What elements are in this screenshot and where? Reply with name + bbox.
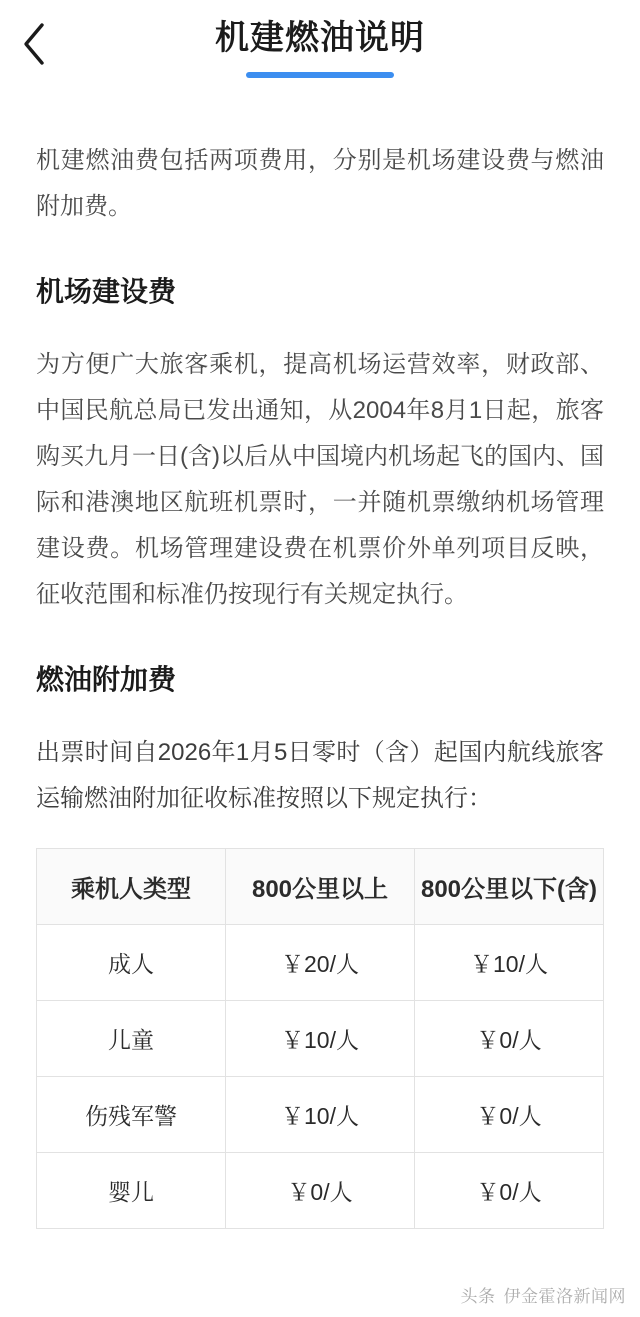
section-title-airport-fee: 机场建设费	[36, 276, 177, 307]
title-underline	[246, 72, 394, 78]
table-row	[37, 1153, 604, 1229]
table-row	[37, 1077, 604, 1153]
section-body-fuel-surcharge: 出票时间自2026年1月5日零时（含）起国内航线旅客运输燃油附加征收标准按照以下规定执行：	[36, 739, 604, 812]
header	[0, 0, 640, 104]
cell-passenger-type: 成人	[37, 925, 226, 1001]
watermark-text: 伊金霍洛新闻网	[503, 1287, 626, 1306]
table-header	[37, 849, 604, 925]
table-row	[37, 925, 604, 1001]
table-row	[37, 1001, 604, 1077]
table-col-passenger-type: 乘机人类型	[37, 849, 226, 925]
watermark-logo: 头条	[460, 1287, 496, 1306]
cell-under-800km: ￥0/人	[415, 1077, 604, 1153]
intro-paragraph: 机建燃油费包括两项费用，分别是机场建设费与燃油附加费。	[36, 147, 604, 220]
cell-under-800km: ￥0/人	[415, 1153, 604, 1229]
cell-under-800km: ￥10/人	[415, 925, 604, 1001]
cell-over-800km: ￥10/人	[226, 1001, 415, 1077]
table-col-over-800km: 800公里以上	[226, 849, 415, 925]
cell-passenger-type: 儿童	[37, 1001, 226, 1077]
table-col-under-800km: 800公里以下(含)	[415, 849, 604, 925]
table-header-row	[37, 849, 604, 925]
article-content	[0, 138, 640, 1229]
cell-passenger-type: 伤残军警	[37, 1077, 226, 1153]
page-title: 机建燃油说明	[215, 19, 425, 57]
section-title-fuel-surcharge: 燃油附加费	[36, 664, 177, 695]
table-body	[37, 925, 604, 1229]
cell-passenger-type: 婴儿	[37, 1153, 226, 1229]
title-block	[0, 14, 640, 78]
cell-over-800km: ￥20/人	[226, 925, 415, 1001]
cell-under-800km: ￥0/人	[415, 1001, 604, 1077]
cell-over-800km: ￥10/人	[226, 1077, 415, 1153]
cell-over-800km: ￥0/人	[226, 1153, 415, 1229]
section-body-airport-fee: 为方便广大旅客乘机，提高机场运营效率，财政部、中国民航总局已发出通知，从2004年8月1日起，旅客购买九月一日(含)以后从中国境内机场起飞的国内、国际和港澳地区航班机票时，一并随机票缴纳机场管理建设费。机场管理建设费在机票价外单列项目反映，征收范围和标准仍按现行有关规定执行。	[36, 351, 604, 608]
fuel-surcharge-table	[36, 848, 604, 1229]
watermark	[461, 1282, 627, 1307]
